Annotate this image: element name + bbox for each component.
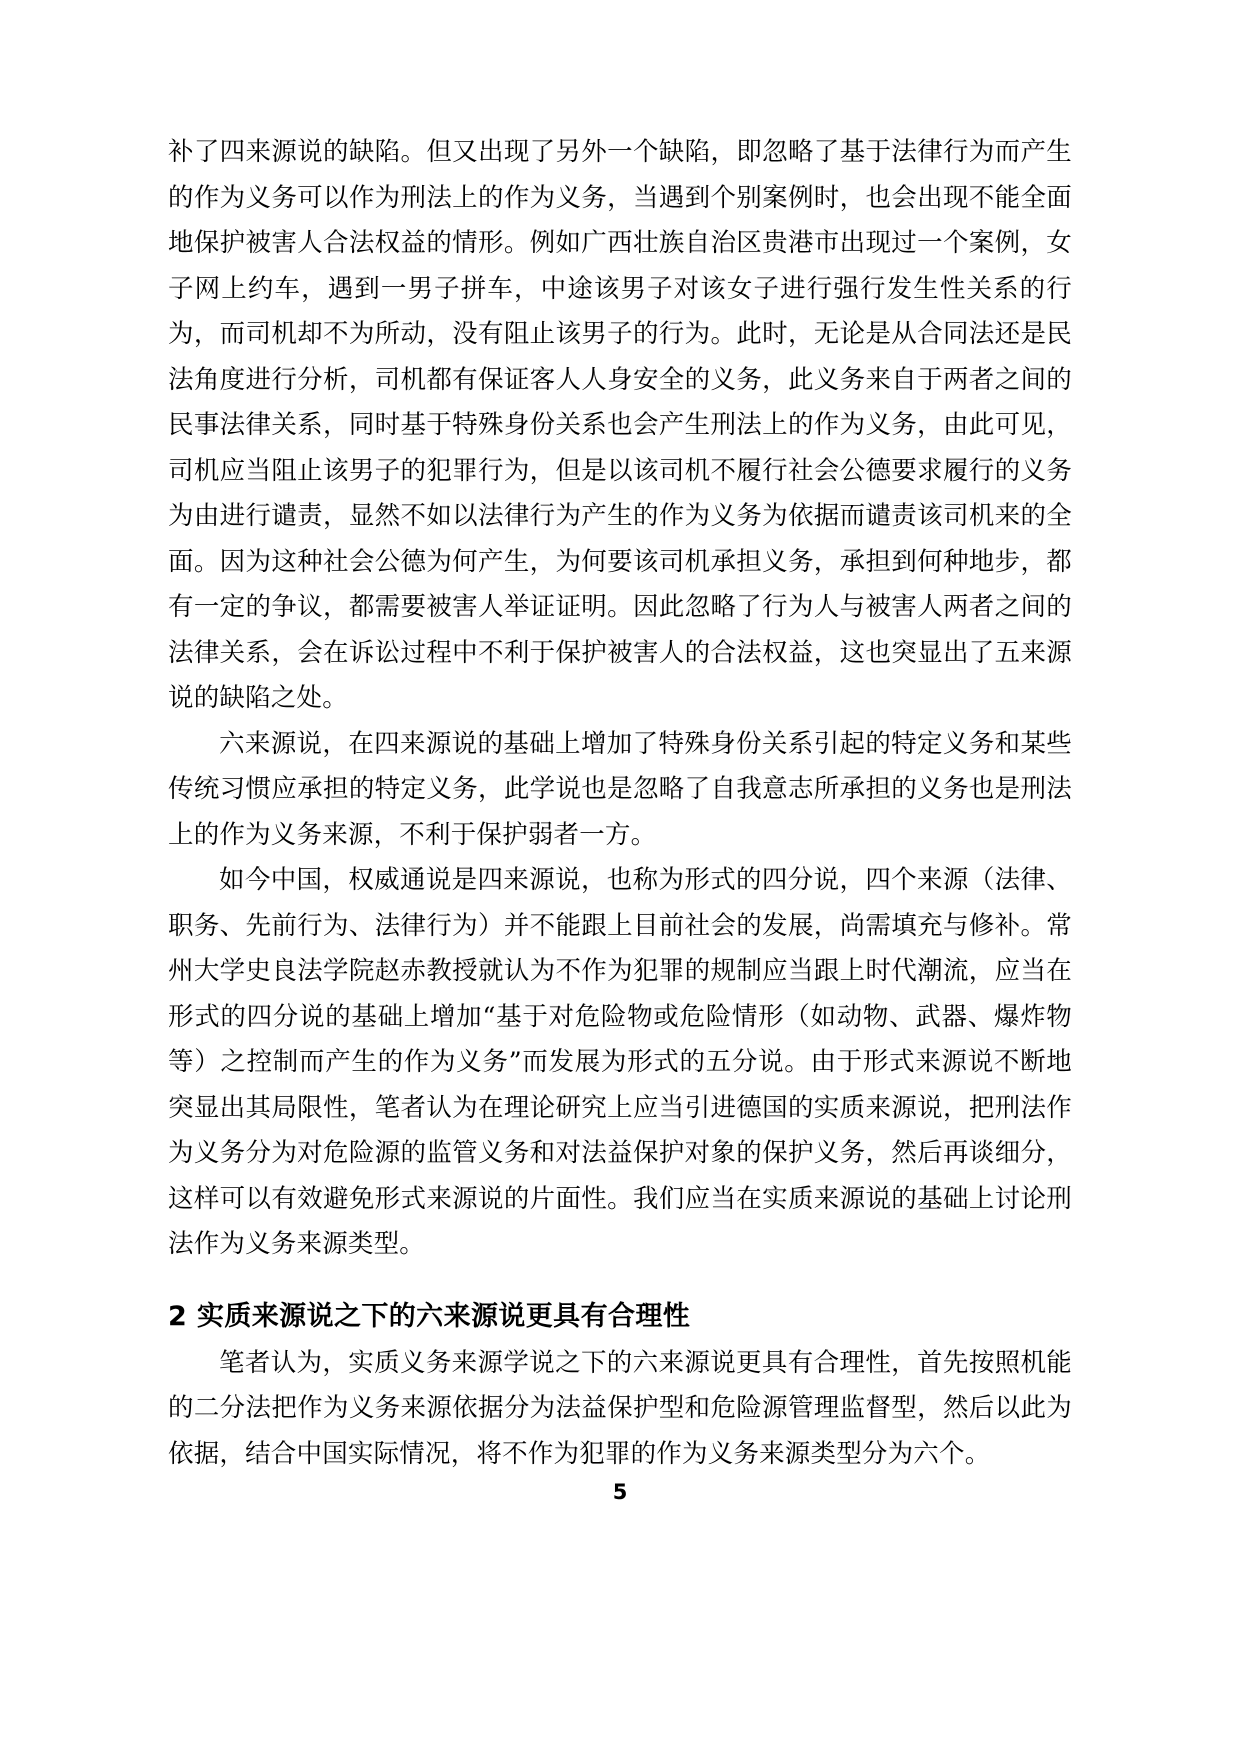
body-paragraph-3: 如今中国，权威通说是四来源说，也称为形式的四分说，四个来源（法律、职务、先前行为、法律行为）并不能跟上目前社会的发展，尚需填充与修补。常州大学史良法学院赵赤教授就认为不作为犯罪的规制应当跟上时代潮流，应当在形式的四分说的基础上增加“基于对危险物或危险情形（如动物、武器、爆炸物等）之控制而产生的作为义务”而发展为形式的五分说。由于形式来源说不断地突显出其局限性，笔者认为在理论研究上应当引进德国的实质来源说，把刑法作为义务分为对危险源的监管义务和对法益保护对象的保护义务，然后再谈细分，这样可以有效避免形式来源说的片面性。我们应当在实质来源说的基础上讨论刑法作为义务来源类型。 bbox=[168, 865, 1072, 1259]
body-paragraph-2: 六来源说，在四来源说的基础上增加了特殊身份关系引起的特定义务和某些传统习惯应承担的特定义务，此学说也是忽略了自我意志所承担的义务也是刑法上的作为义务来源，不利于保护弱者一方。 bbox=[168, 728, 1072, 850]
page-number: 5 bbox=[612, 1480, 628, 1504]
body-paragraph-4: 笔者认为，实质义务来源学说之下的六来源说更具有合理性，首先按照机能的二分法把作为义务来源依据分为法益保护型和危险源管理监督型，然后以此为依据，结合中国实际情况，将不作为犯罪的作为义务来源类型分为六个。 bbox=[168, 1347, 1072, 1469]
page-content bbox=[168, 130, 1072, 1477]
body-paragraph-1: 补了四来源说的缺陷。但又出现了另外一个缺陷，即忽略了基于法律行为而产生的作为义务可以作为刑法上的作为义务，当遇到个别案例时，也会出现不能全面地保护被害人合法权益的情形。例如广西壮族自治区贵港市出现过一个案例，女子网上约车，遇到一男子拼车，中途该男子对该女子进行强行发生性关系的行为，而司机却不为所动，没有阻止该男子的行为。此时，无论是从合同法还是民法角度进行分析，司机都有保证客人人身安全的义务，此义务来自于两者之间的民事法律关系，同时基于特殊身份关系也会产生刑法上的作为义务，由此可见，司机应当阻止该男子的犯罪行为，但是以该司机不履行社会公德要求履行的义务为由进行谴责，显然不如以法律行为产生的作为义务为依据而谴责该司机来的全面。因为这种社会公德为何产生，为何要该司机承担义务，承担到何种地步，都有一定的争议，都需要被害人举证证明。因此忽略了行为人与被害人两者之间的法律关系，会在诉讼过程中不利于保护被害人的合法权益，这也突显出了五来源说的缺陷之处。 bbox=[168, 137, 1072, 713]
section-heading-2: 2 实质来源说之下的六来源说更具有合理性 bbox=[168, 1300, 691, 1332]
